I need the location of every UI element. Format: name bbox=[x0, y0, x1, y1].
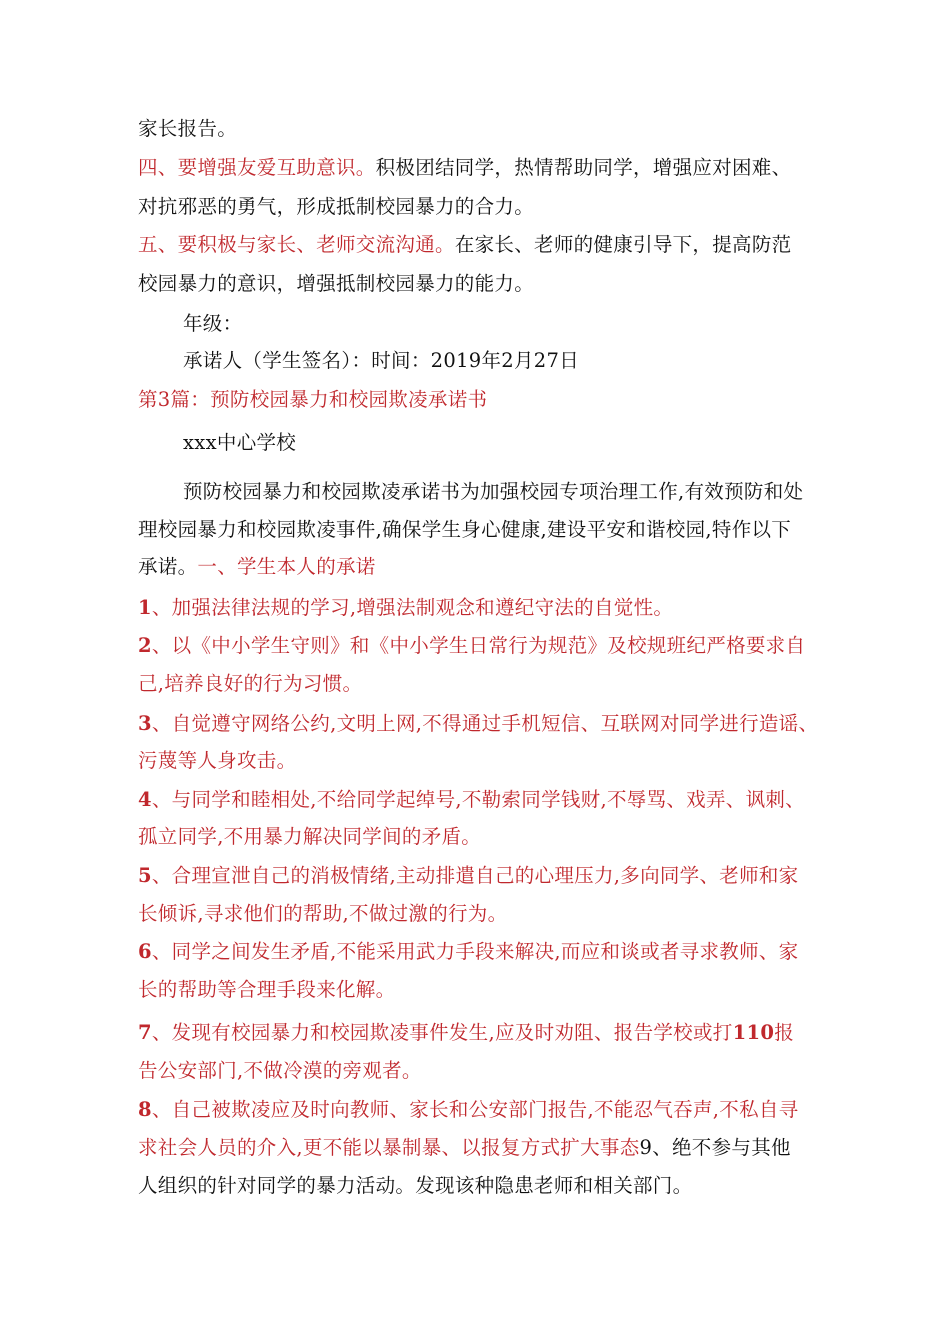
signature-line bbox=[183, 347, 863, 375]
text-span: 、加强法律法规的学习,增强法制观念和遵纪守法的自觉性。 bbox=[151, 596, 674, 619]
text-span: 、与同学和睦相处,不给同学起绰号,不勒索同学钱财,不辱骂、戏弄、讽刺、 bbox=[151, 788, 805, 811]
text-span: 告公安部门,不做冷漠的旁观者。 bbox=[138, 1059, 422, 1082]
article-title bbox=[138, 386, 818, 414]
text-span: 第3篇：预防校园暴力和校园欺凌承诺书 bbox=[138, 388, 488, 411]
text-span: 预防校园暴力和校园欺凌承诺书为加强校园专项治理工作,有效预防和处 bbox=[183, 480, 804, 503]
item-number: 8 bbox=[138, 1098, 152, 1121]
text-span: 报 bbox=[774, 1021, 794, 1044]
item-number: 3 bbox=[138, 712, 152, 735]
text-line bbox=[138, 1134, 818, 1162]
list-item bbox=[138, 1019, 818, 1047]
text-span: 在家长、老师的健康引导下，提高防范 bbox=[454, 233, 792, 256]
text-line bbox=[138, 553, 818, 581]
list-item bbox=[138, 632, 818, 660]
text-line bbox=[138, 823, 818, 851]
text-span: 人组织的针对同学的暴力活动。发现该种隐患老师和相关部门。 bbox=[138, 1174, 693, 1197]
list-item bbox=[138, 862, 818, 890]
text-span: 、以《中小学生守则》和《中小学生日常行为规范》及校规班纪严格要求自 bbox=[151, 634, 806, 657]
item-number: 6 bbox=[138, 940, 152, 963]
text-line bbox=[138, 1172, 818, 1200]
grade-field bbox=[183, 310, 863, 338]
item-number: 4 bbox=[138, 788, 152, 811]
list-item bbox=[138, 938, 818, 966]
text-span: 、发现有校园暴力和校园欺凌事件发生,应及时劝阻、报告学校或打 bbox=[151, 1021, 733, 1044]
text-span: 、合理宣泄自己的消极情绪,主动排遣自己的心理压力,多向同学、老师和家 bbox=[151, 864, 799, 887]
text-line bbox=[138, 976, 818, 1004]
item-number: 2 bbox=[138, 634, 152, 657]
text-line bbox=[138, 670, 818, 698]
phone-number: 110 bbox=[732, 1021, 775, 1044]
text-line bbox=[138, 154, 818, 182]
list-item bbox=[138, 1096, 818, 1124]
list-item bbox=[138, 710, 818, 738]
text-span: 、同学之间发生矛盾,不能采用武力手段来解决,而应和谈或者寻求教师、家 bbox=[151, 940, 799, 963]
text-line bbox=[138, 115, 818, 143]
text-span: 、自己被欺凌应及时向教师、家长和公安部门报告,不能忍气吞声,不私自寻 bbox=[151, 1098, 799, 1121]
text-span: 、自觉遵守网络公约,文明上网,不得通过手机短信、互联网对同学进行造谣、 bbox=[151, 712, 819, 735]
text-line bbox=[138, 900, 818, 928]
text-span: 9、绝不参与其他 bbox=[639, 1136, 791, 1159]
text-span: 对抗邪恶的勇气，形成抵制校园暴力的合力。 bbox=[138, 195, 535, 218]
text-line bbox=[138, 270, 818, 298]
text-span: 己,培养良好的行为习惯。 bbox=[138, 672, 363, 695]
text-span: 孤立同学,不用暴力解决同学间的矛盾。 bbox=[138, 825, 482, 848]
text-line bbox=[183, 478, 863, 506]
text-line bbox=[138, 231, 818, 259]
item-number: 1 bbox=[138, 596, 152, 619]
list-item bbox=[138, 594, 818, 622]
section-heading: 一、学生本人的承诺 bbox=[197, 555, 376, 578]
list-item bbox=[138, 786, 818, 814]
text-span: 年级： bbox=[183, 312, 243, 335]
text-line bbox=[138, 1057, 818, 1085]
text-line bbox=[138, 747, 818, 775]
text-span: 长的帮助等合理手段来化解。 bbox=[138, 978, 396, 1001]
text-span: 求社会人员的介入,更不能以暴制暴、以报复方式扩大事态 bbox=[138, 1136, 640, 1159]
section-heading: 四、要增强友爱互助意识。 bbox=[138, 156, 376, 179]
item-number: 7 bbox=[138, 1021, 152, 1044]
section-heading: 五、要积极与家长、老师交流沟通。 bbox=[138, 233, 455, 256]
text-span: 长倾诉,寻求他们的帮助,不做过激的行为。 bbox=[138, 902, 508, 925]
text-span: 污蔑等人身攻击。 bbox=[138, 749, 297, 772]
text-span: 承诺人（学生签名）：时间：2019年2月27日 bbox=[183, 349, 579, 372]
text-span: 理校园暴力和校园欺凌事件,确保学生身心健康,建设平安和谐校园,特作以下 bbox=[138, 518, 792, 541]
text-span: 校园暴力的意识，增强抵制校园暴力的能力。 bbox=[138, 272, 535, 295]
text-line bbox=[138, 193, 818, 221]
item-number: 5 bbox=[138, 864, 152, 887]
school-name bbox=[183, 429, 863, 457]
text-span: 积极团结同学，热情帮助同学，增强应对困难、 bbox=[375, 156, 792, 179]
text-span: 家长报告。 bbox=[138, 117, 238, 140]
text-span: xxx中心学校 bbox=[183, 431, 297, 454]
text-span: 承诺。 bbox=[138, 555, 198, 578]
text-line bbox=[138, 516, 818, 544]
